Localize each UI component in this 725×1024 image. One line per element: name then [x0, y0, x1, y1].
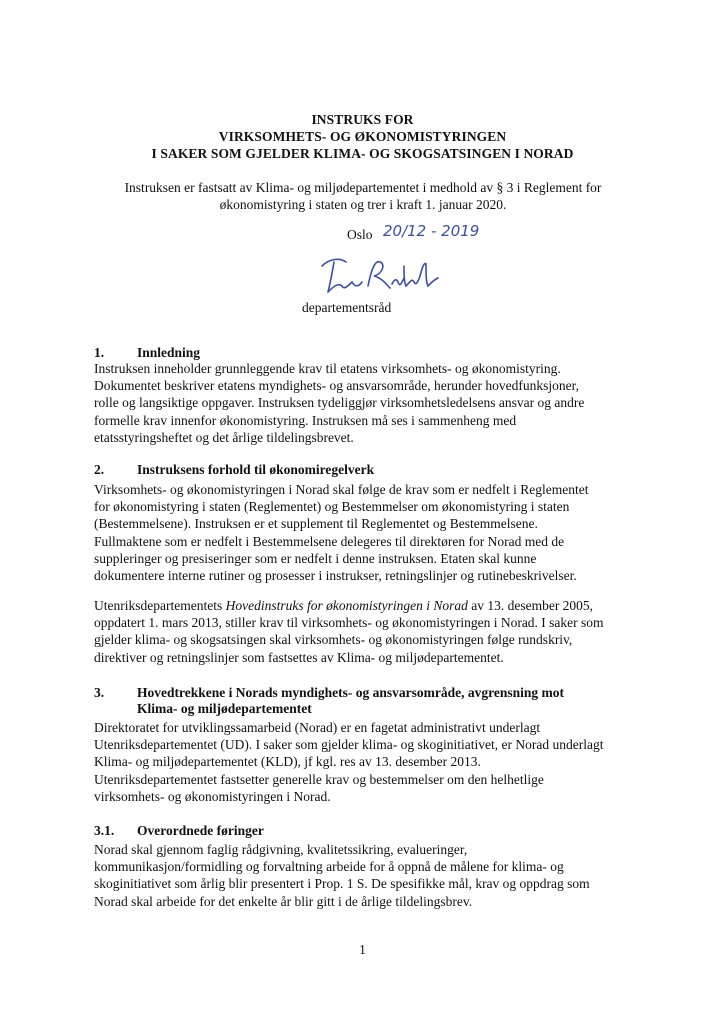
- paragraph-line: skoginitiativet som årlig blir presentert i Prop. 1 S. De spesifikke mål, krav og oppdrag som: [94, 876, 590, 892]
- paragraph-line: (Bestemmelsene). Instruksen er et supplement til Reglementet og Bestemmelsene.: [94, 516, 538, 532]
- paragraph-line: etatsstyringsheftet og det årlige tildelingsbrevet.: [94, 429, 354, 445]
- paragraph-line: formelle krav innenfor økonomistyring. Instruksen må ses i sammenheng med: [94, 412, 517, 428]
- paragraph-line: Klima- og miljødepartementet (KLD), jf kgl. res av 13. desember 2013.: [94, 754, 481, 770]
- paragraph-line: for økonomistyring i staten (Reglementet) og Bestemmelser om økonomistyring i staten: [94, 499, 570, 515]
- intro-paragraph: [90, 179, 636, 213]
- signer-title: departementsråd: [302, 300, 392, 315]
- page-number: 1: [359, 942, 366, 957]
- paragraph-line: Fullmaktene som er nedfelt i Bestemmelsene delegeres til direktøren for Norad med de: [94, 533, 565, 549]
- section-2-paragraph-2: [94, 597, 634, 666]
- paragraph-line: rolle og langsiktige oppgaver. Instruksen tydeliggjør virksomhetsledelsens ansvar og andre: [94, 395, 585, 411]
- handwritten-date-text: 20/12 - 2019: [383, 222, 480, 240]
- document-title: [0, 111, 725, 162]
- paragraph-line: kommunikasjon/formidling og forvaltning arbeide for å oppnå de målene for klima- og: [94, 859, 564, 875]
- paragraph-line: virksomhets- og økonomistyringen i Norad.: [94, 788, 331, 804]
- paragraph-line: gjelder klima- og skogsatsingen skal virksomhets- og økonomistyringen følge rundskriv,: [94, 632, 573, 648]
- paragraph-line: oppdatert 1. mars 2013, stiller krav til virksomhets- og økonomistyringen i Norad. I saker som: [94, 615, 604, 631]
- paragraph-line: Utenriksdepartementet fastsetter generelle krav og bestemmelser om den helhetlige: [94, 771, 544, 787]
- section-title: Instruksens forhold til økonomiregelverk: [137, 462, 375, 477]
- section-title: Innledning: [137, 345, 201, 360]
- title-line-3: I SAKER SOM GJELDER KLIMA- OG SKOGSATSINGEN I NORAD: [151, 146, 574, 161]
- section-3-paragraph: [94, 719, 634, 805]
- section-number: 3.: [94, 685, 105, 700]
- handwritten-date: [381, 216, 481, 250]
- intro-line-1: Instruksen er fastsatt av Klima- og miljødepartementet i medhold av § 3 i Reglement for: [124, 180, 602, 195]
- section-number: 2.: [94, 462, 105, 477]
- paragraph-line: suppleringer og presiseringer som er nedfelt i denne instruksen. Etaten skal kunne: [94, 550, 537, 566]
- section-title-line-2: Klima- og miljødepartementet: [137, 701, 312, 716]
- section-3-1-paragraph: [94, 841, 634, 910]
- section-title: Overordnede føringer: [137, 823, 264, 838]
- text-run: av 13. desember 2005,: [467, 598, 594, 613]
- paragraph-line: Direktoratet for utviklingssamarbeid (Norad) er en fagetat administrativt underlagt: [94, 720, 541, 735]
- title-line-2: VIRKSOMHETS- OG ØKONOMISTYRINGEN: [218, 129, 507, 144]
- section-1-paragraph: [94, 360, 634, 446]
- paragraph-line: direktiver og retningslinjer som fastsettes av Klima- og miljødepartementet.: [94, 649, 504, 665]
- paragraph-line: Instruksen inneholder grunnleggende krav til etatens virksomhets- og økonomistyring.: [94, 361, 561, 376]
- section-title-line-1: Hovedtrekkene i Norads myndighets- og ansvarsområde, avgrensning mot: [137, 685, 565, 700]
- paragraph-line: Utenriksdepartementet (UD). I saker som gjelder klima- og skoginitiativet, er Norad underlagt: [94, 737, 604, 753]
- paragraph-line: dokumentere interne rutiner og prosesser i instrukser, retningslinjer og rutinebeskrivelser.: [94, 568, 577, 584]
- section-number: 3.1.: [94, 823, 115, 838]
- paragraph-line: Dokumentet beskriver etatens myndighets- og ansvarsområde, herunder hovedfunksjoner,: [94, 378, 579, 394]
- place-label: Oslo: [347, 227, 373, 242]
- title-line-1: INSTRUKS FOR: [311, 112, 414, 127]
- intro-line-2: økonomistyring i staten og trer i kraft 1. januar 2020.: [219, 197, 507, 212]
- text-run: Utenriksdepartementets: [94, 598, 226, 613]
- paragraph-line: Norad skal gjennom faglig rådgivning, kvalitetssikring, evalueringer,: [94, 842, 468, 857]
- section-2-paragraph-1: [94, 481, 634, 584]
- paragraph-line: Norad skal arbeide for det enkelte år blir gitt i de årlige tildelingsbrev.: [94, 893, 473, 909]
- section-number: 1.: [94, 345, 105, 360]
- paragraph-line: [94, 597, 634, 614]
- paragraph-line: Virksomhets- og økonomistyringen i Norad skal følge de krav som er nedfelt i Reglementet: [94, 482, 589, 497]
- signature: [316, 252, 442, 298]
- document-reference-italic: Hovedinstruks for økonomistyringen i Norad: [225, 598, 468, 613]
